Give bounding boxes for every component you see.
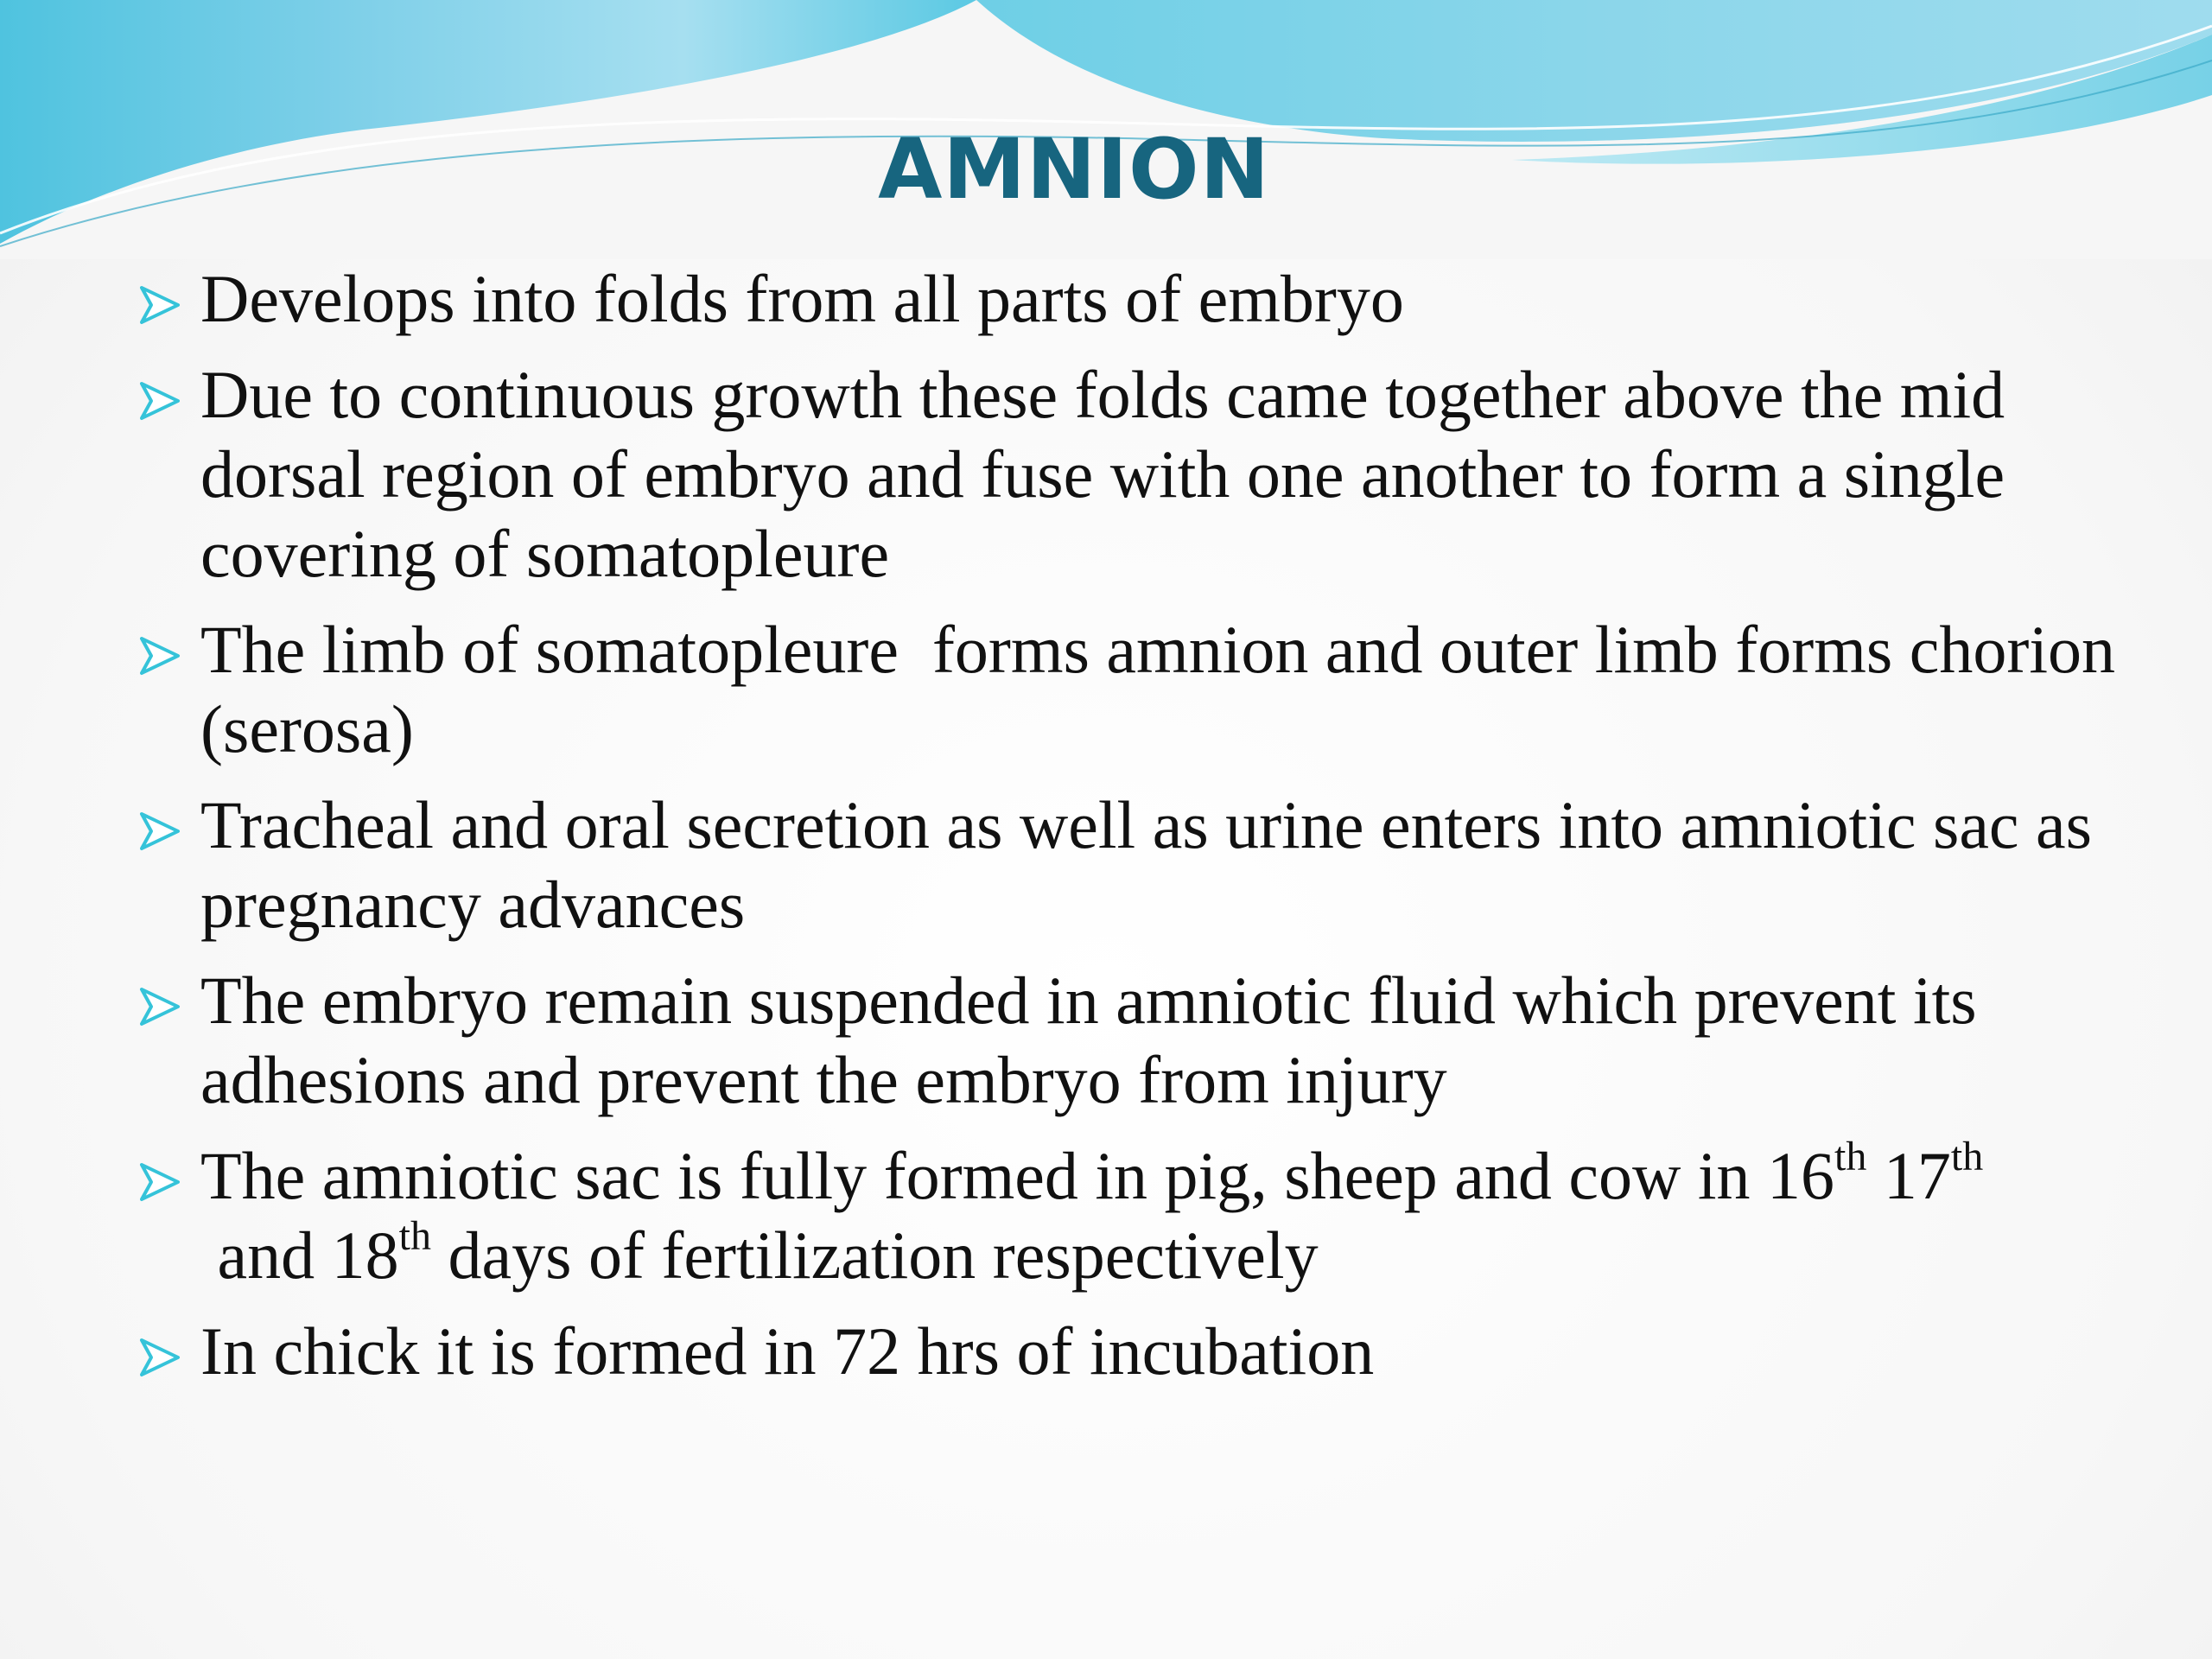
arrowhead-bullet-icon <box>138 285 181 325</box>
bullet-item <box>130 785 2117 944</box>
bullet-item <box>130 355 2117 594</box>
bullet-text: The limb of somatopleure forms amnion and outer limb forms chorion (serosa) <box>200 612 2133 766</box>
arrowhead-bullet-icon <box>138 1338 181 1377</box>
arrowhead-bullet-icon <box>138 987 181 1027</box>
bullet-item <box>130 610 2133 769</box>
bullet-text <box>200 1134 1984 1293</box>
bullet-text: In chick it is formed in 72 hrs of incubation <box>200 1313 1375 1389</box>
bullet-text: The embryo remain suspended in amniotic fluid which prevent its adhesions and prevent the embryo from injury <box>200 963 1977 1117</box>
bullet-text: Develops into folds from all parts of embryo <box>200 261 1404 336</box>
bullet-text: Due to continuous growth these folds came together above the mid dorsal region of embryo and fuse with one another to form a single covering of somatopleure <box>200 357 2005 591</box>
arrowhead-bullet-icon <box>138 1162 181 1202</box>
ordinal-suffix: th <box>1834 1134 1867 1179</box>
bullet-text: Tracheal and oral secretion as well as urine enters into amniotic sac as pregnancy advances <box>200 787 2093 942</box>
ordinal-suffix: th <box>398 1213 431 1259</box>
slide-title: AMNION <box>878 121 1270 218</box>
bullet-item <box>130 961 2117 1120</box>
bullet-item <box>130 1136 2117 1295</box>
ordinal-suffix: th <box>1950 1134 1984 1179</box>
arrowhead-bullet-icon <box>138 811 181 851</box>
bullet-text-part: 17 <box>1866 1138 1951 1213</box>
bullet-item <box>130 259 2117 339</box>
bullet-text-part: The amniotic sac is fully formed in pig, sheep and cow in 16 <box>200 1138 1835 1213</box>
bullet-text-part: and 18 <box>200 1217 399 1293</box>
arrowhead-bullet-icon <box>138 381 181 421</box>
bullet-item <box>130 1312 2117 1391</box>
bullet-list <box>130 259 2133 1408</box>
bullet-text-part: days of fertilization respectively <box>430 1217 1319 1293</box>
arrowhead-bullet-icon <box>138 636 181 676</box>
